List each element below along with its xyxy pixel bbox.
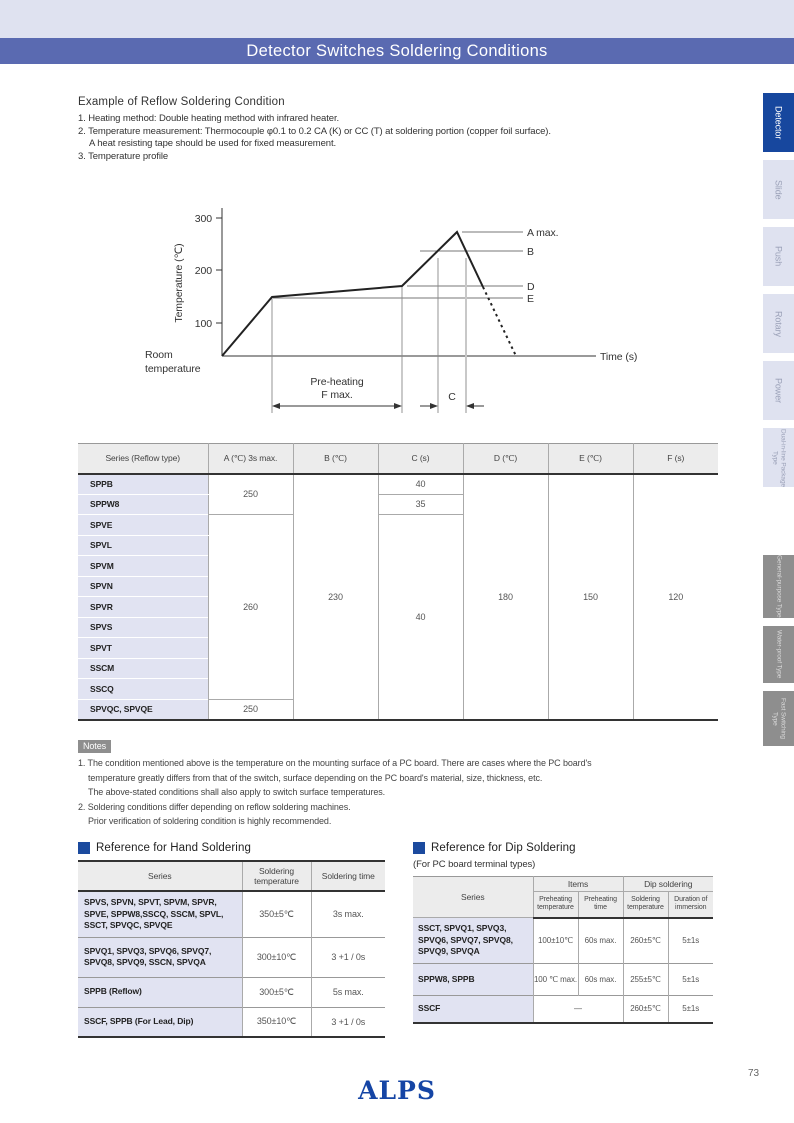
section-bullet-icon — [413, 842, 425, 854]
temperature-cell: 350±5℃ — [242, 891, 311, 937]
group-header-dip-soldering: Dip soldering — [623, 877, 713, 892]
preheat-label-line2: F max. — [321, 389, 353, 401]
col-header-series: Series (Reflow type) — [78, 444, 208, 474]
note-line: Prior verification of soldering condition is highly recommended. — [88, 816, 332, 826]
page-title: Detector Switches Soldering Conditions — [246, 41, 548, 60]
col-header-e: E (℃) — [548, 444, 633, 474]
dip-soldering-subtitle: (For PC board terminal types) — [413, 859, 536, 870]
series-cell: SPVT — [78, 638, 208, 659]
group-header-items: Items — [533, 877, 623, 892]
immersion-cell: 5±1s — [668, 964, 713, 996]
temperature-cell: 350±10℃ — [242, 1007, 311, 1037]
preheat-time-cell: 60s max. — [578, 964, 623, 996]
value-b: 230 — [293, 474, 378, 720]
table-row — [78, 977, 385, 1007]
series-cell: SSCT, SPVQ1, SPVQ3, SPVQ6, SPVQ7, SPVQ8, SPVQ9, SPVQA — [413, 918, 533, 964]
series-cell: SPPW8 — [78, 494, 208, 515]
note-line: temperature greatly differs from that of the switch, surface depending on the PC board's material, size, thickness, etc. — [88, 772, 543, 783]
col-header-duration-of-immersion: Duration of immersion — [668, 892, 713, 918]
dip-soldering-title-text: Reference for Dip Soldering — [431, 842, 576, 854]
series-cell: SPVR — [78, 597, 208, 618]
note-line: The above-stated conditions shall also apply to switch surface temperatures. — [88, 787, 386, 797]
annotation-d: D — [527, 281, 535, 293]
col-header-soldering-time: Soldering time — [311, 861, 385, 891]
dip-group-header-row — [413, 877, 713, 892]
solder-temp-cell: 260±5℃ — [623, 996, 668, 1023]
value-d: 180 — [463, 474, 548, 720]
col-header-b: B (℃) — [293, 444, 378, 474]
preheat-temp-cell: 100±10℃ — [533, 918, 578, 964]
col-header-soldering-temperature: Soldering temperature — [623, 892, 668, 918]
series-cell: SPVL — [78, 535, 208, 556]
immersion-cell: 5±1s — [668, 918, 713, 964]
intro-line: A heat resisting tape should be used for fixed measurement. — [89, 138, 337, 149]
col-header-a: A (℃) 3s max. — [208, 444, 293, 474]
alps-logo: ALPS — [358, 1076, 436, 1105]
series-cell: SSCM — [78, 658, 208, 679]
sidebar-tab-water-proof-type[interactable]: Water-proof Type — [763, 626, 794, 683]
intro-section — [78, 96, 718, 163]
col-header-preheating-time: Preheating time — [578, 892, 623, 918]
hand-soldering-table — [78, 860, 385, 1038]
note-line: 2. Soldering conditions differ depending on reflow soldering machines. — [78, 801, 351, 812]
intro-heading: Example of Reflow Soldering Condition — [78, 96, 285, 108]
series-cell: SPPB — [78, 474, 208, 495]
temperature-cell: 300±10℃ — [242, 937, 311, 977]
value-c: 35 — [378, 494, 463, 515]
section-bullet-icon — [78, 842, 90, 854]
y-tick-200: 200 — [194, 265, 212, 277]
value-a: 250 — [208, 474, 293, 515]
col-header-f: F (s) — [633, 444, 718, 474]
intro-line: 1. Heating method: Double heating method with infrared heater. — [78, 113, 340, 124]
time-cell: 5s max. — [311, 977, 385, 1007]
value-a: 260 — [208, 515, 293, 700]
dip-soldering-table — [413, 876, 713, 1024]
value-a: 250 — [208, 699, 293, 720]
solder-temp-cell: 255±5℃ — [623, 964, 668, 996]
col-header-d: D (℃) — [463, 444, 548, 474]
temperature-cell: 300±5℃ — [242, 977, 311, 1007]
table-row — [413, 964, 713, 996]
sidebar-tab-dual-in-line-package-type[interactable]: Dual-in-line Package Type — [763, 428, 794, 487]
table-row — [413, 918, 713, 964]
series-cell: SPVQC, SPVQE — [78, 699, 208, 720]
table-row — [78, 474, 718, 495]
sidebar-tab-power[interactable]: Power — [763, 361, 794, 420]
sidebar-tab-detector[interactable]: Detector — [763, 93, 794, 152]
sidebar-tab-general-purpose-type[interactable]: General-purpose Type — [763, 555, 794, 618]
annotation-e: E — [527, 293, 534, 305]
temperature-curve-dotted — [483, 287, 516, 356]
sidebar-tab-fast-switching-type[interactable]: Fast Switching Type — [763, 691, 794, 746]
value-c: 40 — [378, 474, 463, 495]
value-f: 120 — [633, 474, 718, 720]
sidebar-tab-slide[interactable]: Slide — [763, 160, 794, 219]
series-cell: SSCF, SPPB (For Lead, Dip) — [78, 1007, 242, 1037]
page-title-bar — [0, 38, 794, 64]
y-tick-100: 100 — [194, 318, 212, 330]
origin-label-line2: temperature — [145, 363, 201, 375]
time-cell: 3 +1 / 0s — [311, 937, 385, 977]
col-header-series: Series — [78, 861, 242, 891]
solder-temp-cell: 260±5℃ — [623, 918, 668, 964]
origin-label-line1: Room — [145, 349, 173, 361]
note-line: 1. The condition mentioned above is the temperature on the mounting surface of a PC board. There are cases where the PC board's — [78, 758, 592, 768]
notes-badge: Notes — [78, 740, 111, 753]
top-strip — [0, 0, 794, 38]
series-cell: SSCQ — [78, 679, 208, 700]
annotation-a-max: A max. — [527, 227, 559, 239]
col-header-series: Series — [413, 877, 533, 918]
preheat-label-line1: Pre-heating — [310, 376, 364, 388]
col-header-c: C (s) — [378, 444, 463, 474]
temperature-profile-chart — [110, 195, 655, 430]
value-c: 40 — [378, 515, 463, 720]
y-axis-label: Temperature (℃) — [173, 243, 185, 323]
sidebar-tab-push[interactable]: Push — [763, 227, 794, 286]
preheat-time-cell: 60s max. — [578, 918, 623, 964]
series-cell: SPVS — [78, 617, 208, 638]
series-cell: SPVE — [78, 515, 208, 536]
table-row — [78, 891, 385, 937]
table-row — [78, 1007, 385, 1037]
intro-line: 2. Temperature measurement: Thermocouple φ0.1 to 0.2 CA (K) or CC (T) at soldering portion (copper foil surface). — [78, 125, 551, 137]
annotation-c: C — [448, 391, 456, 403]
value-e: 150 — [548, 474, 633, 720]
intro-line: 3. Temperature profile — [78, 150, 169, 162]
series-cell: SPVQ1, SPVQ3, SPVQ6, SPVQ7, SPVQ8, SPVQ9, SSCN, SPVQA — [78, 937, 242, 977]
series-cell: SSCF — [413, 996, 533, 1023]
series-cell: SPVN — [78, 576, 208, 597]
preheat-combined-cell: — — [533, 996, 623, 1023]
annotation-b: B — [527, 246, 534, 258]
hand-header-row — [78, 861, 385, 891]
page-number: 73 — [748, 1068, 759, 1079]
sidebar-tab-rotary[interactable]: Rotary — [763, 294, 794, 353]
series-cell: SPPW8, SPPB — [413, 964, 533, 996]
x-axis-label: Time (s) — [600, 351, 638, 363]
col-header-preheating-temperature: Preheating temperature — [533, 892, 578, 918]
hand-soldering-title — [78, 842, 251, 854]
series-cell: SPVS, SPVN, SPVT, SPVM, SPVR, SPVE, SPPW8,SSCQ, SSCM, SPVL, SSCT, SPVQC, SPVQE — [78, 891, 242, 937]
series-cell: SPPB (Reflow) — [78, 977, 242, 1007]
time-cell: 3 +1 / 0s — [311, 1007, 385, 1037]
reflow-conditions-table — [78, 443, 718, 721]
y-tick-300: 300 — [194, 213, 212, 225]
series-cell: SPVM — [78, 556, 208, 577]
hand-soldering-title-text: Reference for Hand Soldering — [96, 842, 251, 854]
col-header-soldering-temperature: Soldering temperature — [242, 861, 311, 891]
reflow-header-row — [78, 444, 718, 474]
time-cell: 3s max. — [311, 891, 385, 937]
notes-section — [78, 756, 733, 829]
table-row — [78, 937, 385, 977]
table-row — [413, 996, 713, 1023]
dip-soldering-title — [413, 842, 576, 854]
immersion-cell: 5±1s — [668, 996, 713, 1023]
preheat-temp-cell: 100 ℃ max. — [533, 964, 578, 996]
